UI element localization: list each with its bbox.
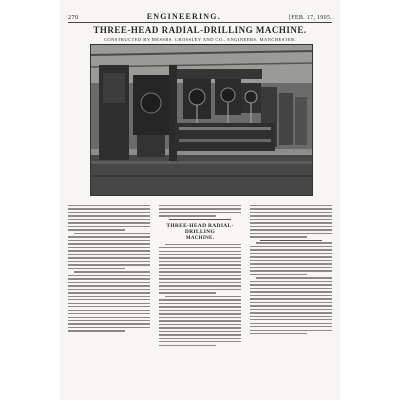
page-header xyxy=(68,9,332,23)
issue-date: [FEB. 17, 1905. xyxy=(288,15,332,21)
journal-title: ENGINEERING. xyxy=(146,12,221,21)
text-column-3 xyxy=(250,205,332,337)
journal-page xyxy=(60,0,340,400)
drilling-machine-illustration xyxy=(91,45,312,195)
article-subtitle: CONSTRUCTED BY MESSRS. CROSSLEY AND CO., ENGINEERS, MANCHESTER. xyxy=(103,37,297,42)
article-title: THREE-HEAD RADIAL-DRILLING MACHINE. xyxy=(93,25,307,35)
section-heading-continued: MACHINE. xyxy=(185,235,215,241)
page-number: 270 xyxy=(68,14,79,21)
section-heading: THREE-HEAD RADIAL-DRILLING xyxy=(166,222,234,235)
machine-photograph xyxy=(90,44,313,196)
text-column-1 xyxy=(68,205,150,334)
text-column-2 xyxy=(159,205,241,348)
